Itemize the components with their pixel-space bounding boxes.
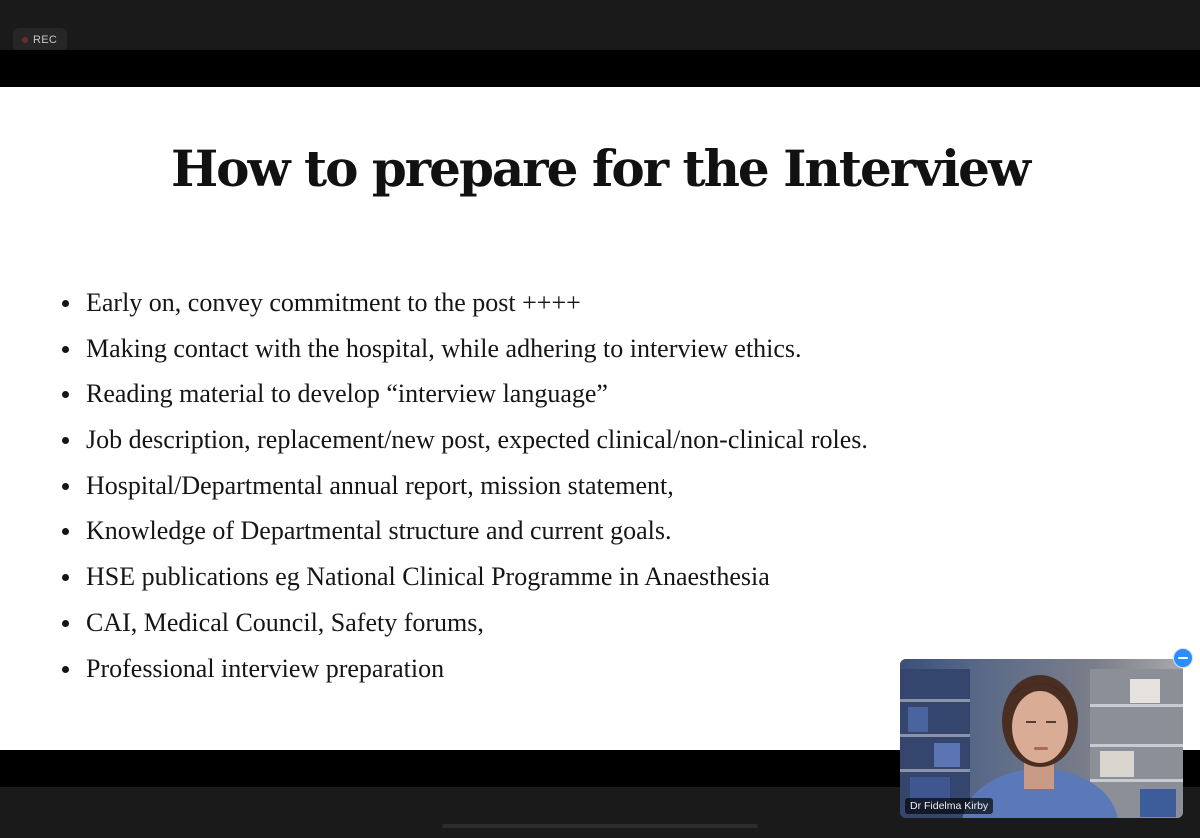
bullet-text: Reading material to develop “interview language” [86, 379, 608, 409]
bullet-icon [62, 346, 69, 353]
bullet-item [62, 378, 868, 424]
presentation-slide [0, 87, 1200, 750]
bullet-text: HSE publications eg National Clinical Programme in Anaesthesia [86, 562, 770, 592]
bullet-text: Professional interview preparation [86, 653, 445, 683]
bullet-icon [62, 574, 69, 581]
minimize-icon [1178, 657, 1188, 659]
bullet-item [62, 653, 868, 699]
participant-video-tile[interactable] [900, 659, 1183, 818]
bullet-text: Job description, replacement/new post, expected clinical/non-clinical roles. [86, 425, 868, 455]
bullet-list [62, 287, 868, 698]
slide-title: How to prepare for the Interview [170, 139, 1030, 198]
participant-video-feed [900, 659, 1183, 818]
bullet-item [62, 470, 868, 516]
bullet-item [62, 515, 868, 561]
bullet-icon [62, 483, 69, 490]
toolbar-handle[interactable] [442, 824, 758, 828]
minimize-video-button[interactable] [1173, 648, 1193, 668]
bullet-item [62, 287, 868, 333]
bullet-icon [62, 300, 69, 307]
recording-label: REC [33, 33, 58, 46]
participant-name: Dr Fidelma Kirby [905, 798, 993, 814]
recording-indicator[interactable] [13, 28, 67, 51]
bullet-text: Hospital/Departmental annual report, mission statement, [86, 470, 674, 500]
bullet-text: Early on, convey commitment to the post ++++ [86, 288, 581, 317]
bullet-item [62, 607, 868, 653]
bullet-item [62, 561, 868, 607]
bullet-icon [62, 437, 69, 444]
bullet-icon [62, 620, 69, 627]
bullet-icon [62, 528, 69, 535]
bullet-icon [62, 666, 69, 673]
bullet-item [62, 333, 868, 379]
bullet-text: CAI, Medical Council, Safety forums, [86, 607, 484, 637]
bullet-text: Knowledge of Departmental structure and current goals. [86, 516, 672, 546]
bullet-item [62, 424, 868, 470]
record-dot-icon [22, 37, 28, 43]
top-bar [0, 0, 1200, 50]
bullet-icon [62, 391, 69, 398]
bullet-text: Making contact with the hospital, while adhering to interview ethics. [86, 333, 802, 363]
